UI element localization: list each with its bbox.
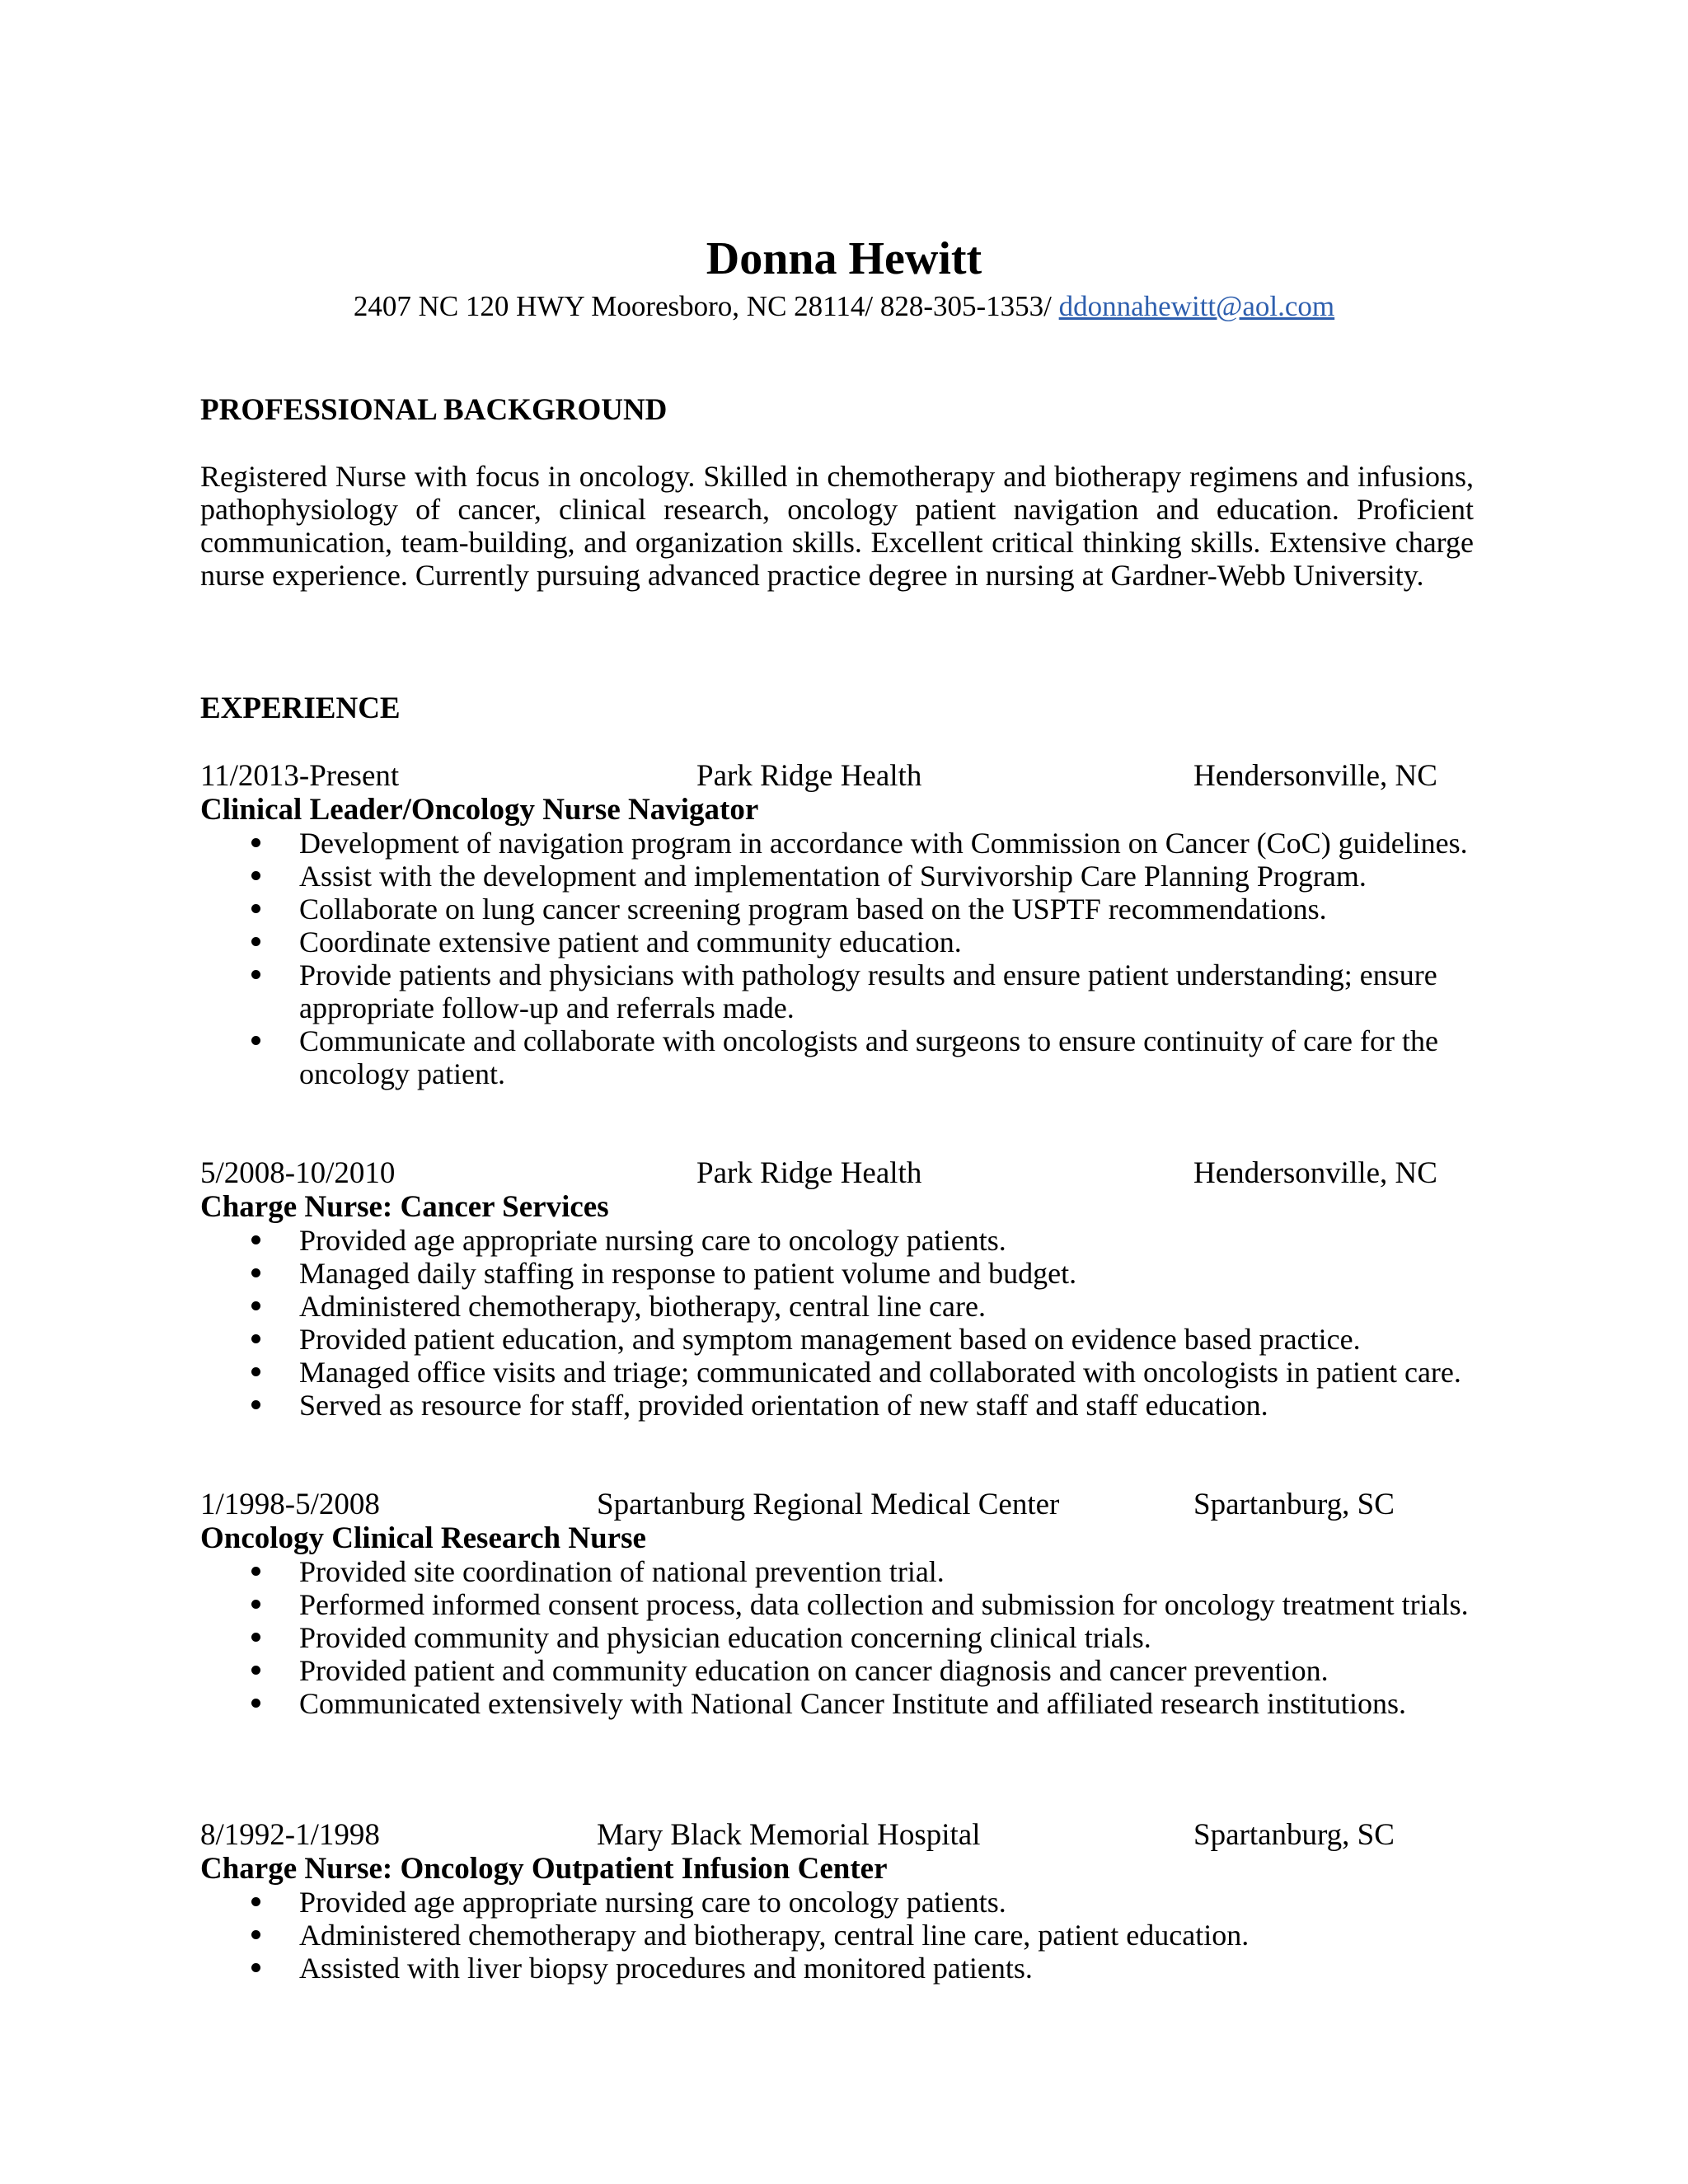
duty-item — [200, 1356, 1486, 1389]
duty-text: Provided age appropriate nursing care to oncology patients. — [299, 1886, 1006, 1919]
bullet-icon — [251, 1235, 260, 1244]
duty-item — [200, 1654, 1486, 1687]
bullet-icon — [251, 1897, 260, 1906]
duty-item — [200, 1290, 1486, 1323]
bullet-icon — [251, 1367, 260, 1376]
duty-item — [200, 827, 1486, 860]
bullet-icon — [251, 1400, 260, 1409]
duty-text: Performed informed consent process, data collection and submission for oncology treatment trials. — [299, 1588, 1469, 1621]
job-title: Charge Nurse: Cancer Services — [200, 1190, 609, 1224]
job-entry — [200, 1488, 1486, 1720]
job-dates: 5/2008-10/2010 — [200, 1156, 396, 1190]
duty-text: Assist with the development and implementation of Survivorship Care Planning Program. — [299, 860, 1367, 893]
bullet-icon — [251, 1036, 260, 1045]
duty-item — [200, 958, 1486, 1024]
duty-text: Managed daily staffing in response to patient volume and budget. — [299, 1257, 1077, 1290]
bullet-icon — [251, 1268, 260, 1277]
job-meta — [200, 1818, 1486, 1853]
background-summary: Registered Nurse with focus in oncology. Skilled in chemotherapy and biotherapy regimens and infusions, pathophysiology of cancer, clinical research, oncology patient navigation and education. Proficient communication, team-building, and organization skills. Excellent critical thinking skills. Extensive charge nurse experience. Currently pursuing advanced practice degree in nursing at Gardner-Webb University. — [200, 460, 1474, 592]
job-meta — [200, 1156, 1486, 1191]
duty-text: Provided site coordination of national prevention trial. — [299, 1555, 945, 1588]
bullet-icon — [251, 1930, 260, 1939]
duty-item — [200, 1919, 1486, 1952]
bullet-icon — [251, 1567, 260, 1576]
duty-item — [200, 1323, 1486, 1356]
duty-item — [200, 1224, 1486, 1257]
job-employer: Spartanburg Regional Medical Center — [597, 1488, 1060, 1521]
job-entry — [200, 1818, 1486, 1985]
duty-text: Provide patients and physicians with pathology results and ensure patient understanding; ensure appropriate follow-up and referrals made. — [299, 958, 1437, 1024]
section-title-background: PROFESSIONAL BACKGROUND — [200, 393, 668, 427]
bullet-icon — [251, 1666, 260, 1675]
duty-text: Coordinate extensive patient and community education. — [299, 926, 962, 958]
job-employer: Park Ridge Health — [696, 759, 922, 793]
duty-item — [200, 1952, 1486, 1985]
bullet-icon — [251, 904, 260, 913]
bullet-icon — [251, 838, 260, 847]
job-title: Clinical Leader/Oncology Nurse Navigator — [200, 793, 759, 827]
duty-text: Provided community and physician education concerning clinical trials. — [299, 1621, 1151, 1654]
duty-item — [200, 860, 1486, 893]
job-dates: 11/2013-Present — [200, 759, 400, 793]
job-duties — [200, 1224, 1486, 1422]
job-employer: Mary Black Memorial Hospital — [597, 1818, 981, 1852]
job-dates: 1/1998-5/2008 — [200, 1488, 380, 1521]
job-entry — [200, 1156, 1486, 1422]
duty-item — [200, 926, 1486, 958]
bullet-icon — [251, 1301, 260, 1310]
job-meta — [200, 1488, 1486, 1522]
duty-item — [200, 1621, 1486, 1654]
contact-line — [0, 288, 1688, 325]
duty-item — [200, 1588, 1486, 1621]
duty-item — [200, 1687, 1486, 1720]
duty-text: Communicated extensively with National Cancer Institute and affiliated research institutions. — [299, 1687, 1406, 1720]
contact-text: 2407 NC 120 HWY Mooresboro, NC 28114/ 828-305-1353/ — [353, 290, 1052, 322]
job-entry — [200, 759, 1486, 1090]
bullet-icon — [251, 871, 260, 880]
bullet-icon — [251, 970, 260, 979]
bullet-icon — [251, 1600, 260, 1609]
section-title-experience: EXPERIENCE — [200, 691, 401, 725]
duty-item — [200, 1389, 1486, 1422]
job-duties — [200, 1886, 1486, 1985]
duty-text: Assisted with liver biopsy procedures and monitored patients. — [299, 1952, 1033, 1985]
job-location: Hendersonville, NC — [1193, 759, 1437, 793]
candidate-name: Donna Hewitt — [706, 233, 982, 284]
bullet-icon — [251, 937, 260, 946]
job-title: Oncology Clinical Research Nurse — [200, 1521, 646, 1555]
duty-text: Managed office visits and triage; communicated and collaborated with oncologists in patient care. — [299, 1356, 1461, 1389]
job-duties — [200, 827, 1486, 1090]
duty-item — [200, 1555, 1486, 1588]
job-duties — [200, 1555, 1486, 1720]
job-meta — [200, 759, 1486, 794]
bullet-icon — [251, 1963, 260, 1972]
duty-text: Administered chemotherapy and biotherapy, central line care, patient education. — [299, 1919, 1250, 1952]
bullet-icon — [251, 1633, 260, 1642]
job-dates: 8/1992-1/1998 — [200, 1818, 380, 1852]
duty-item — [200, 893, 1486, 926]
duty-text: Provided patient and community education on cancer diagnosis and cancer prevention. — [299, 1654, 1329, 1687]
job-location: Spartanburg, SC — [1193, 1818, 1395, 1852]
duty-item — [200, 1886, 1486, 1919]
job-employer: Park Ridge Health — [696, 1156, 922, 1190]
bullet-icon — [251, 1699, 260, 1708]
job-location: Spartanburg, SC — [1193, 1488, 1395, 1521]
duty-text: Served as resource for staff, provided orientation of new staff and staff education. — [299, 1389, 1268, 1422]
duty-text: Communicate and collaborate with oncologists and surgeons to ensure continuity of care for the oncology patient. — [299, 1024, 1438, 1090]
duty-text: Collaborate on lung cancer screening program based on the USPTF recommendations. — [299, 893, 1327, 926]
job-title: Charge Nurse: Oncology Outpatient Infusion Center — [200, 1852, 888, 1886]
email-link[interactable]: ddonnahewitt@aol.com — [1058, 290, 1335, 322]
duty-text: Administered chemotherapy, biotherapy, central line care. — [299, 1290, 986, 1323]
duty-text: Provided age appropriate nursing care to oncology patients. — [299, 1224, 1006, 1257]
job-location: Hendersonville, NC — [1193, 1156, 1437, 1190]
duty-text: Provided patient education, and symptom management based on evidence based practice. — [299, 1323, 1361, 1356]
duty-item — [200, 1024, 1486, 1090]
duty-item — [200, 1257, 1486, 1290]
duty-text: Development of navigation program in accordance with Commission on Cancer (CoC) guidelines. — [299, 827, 1468, 860]
bullet-icon — [251, 1334, 260, 1343]
